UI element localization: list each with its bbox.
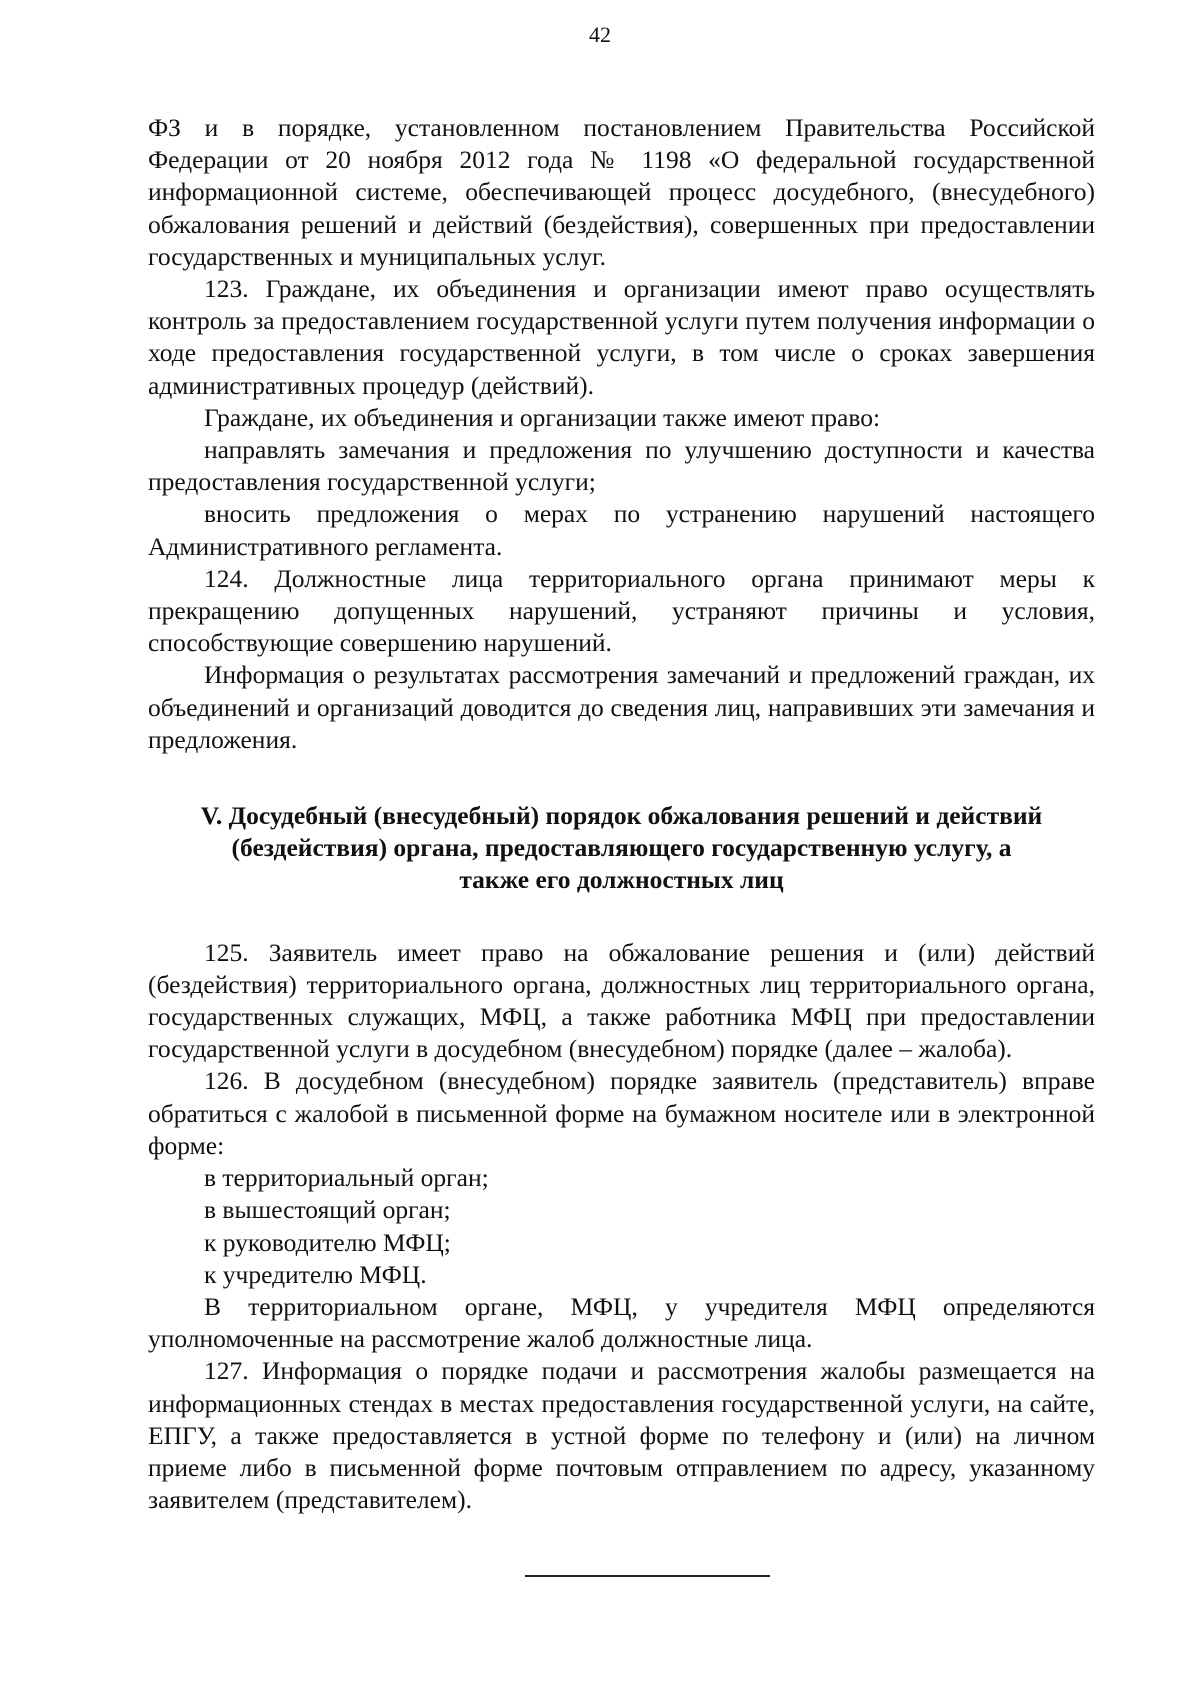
paragraph: Граждане, их объединения и организации также имеют право:	[204, 402, 881, 432]
section-heading-line: также его должностных лиц	[459, 865, 784, 895]
list-item: к учредителю МФЦ.	[204, 1259, 427, 1289]
list-item: в территориальный орган;	[204, 1163, 489, 1193]
document-body	[148, 112, 1095, 1516]
paragraph: Информация о результатах рассмотрения замечаний и предложений граждан, их объединений и организаций доводится до сведения лиц, направивших эти замечания и предложения.	[148, 660, 1095, 754]
paragraph: 127. Информация о порядке подачи и рассмотрения жалобы размещается на информационных стендах в местах предоставления государственной услуги, на сайте, ЕПГУ, а также предоставляется в устной форме по телефону и (или) на личном приеме либо в письменной форме почтовым отправлением по адресу, указанному заявителем (представителем).	[148, 1356, 1095, 1515]
list-item: в вышестоящий орган;	[204, 1195, 451, 1225]
paragraph: вносить предложения о мерах по устранению нарушений настоящего Административного регламента.	[148, 499, 1095, 561]
paragraphs-after-heading	[148, 937, 1095, 1517]
paragraph: 126. В досудебном (внесудебном) порядке заявитель (представитель) вправе обратиться с жалобой в письменной форме на бумажном носителе или в электронной форме:	[148, 1066, 1095, 1160]
paragraph: В территориальном органе, МФЦ, у учредителя МФЦ определяются уполномоченные на рассмотрение жалоб должностные лица.	[148, 1291, 1095, 1354]
paragraph: 124. Должностные лица территориального органа принимают меры к прекращению допущенных нарушений, устраняют причины и условия, способствующие совершению нарушений.	[148, 563, 1095, 658]
end-divider-line	[525, 1575, 770, 1577]
paragraphs-before-heading	[148, 112, 1095, 756]
section-heading-line: V. Досудебный (внесудебный) порядок обжалования решений и действий	[200, 801, 1043, 831]
paragraph: направлять замечания и предложения по улучшению доступности и качества предоставления государственной услуги;	[148, 435, 1095, 497]
section-heading-line: (бездействия) органа, предоставляющего государственную услугу, а	[231, 833, 1012, 863]
paragraph: ФЗ и в порядке, установленном постановлением Правительства Российской Федерации от 20 ноября 2012 года № 1198 «О федеральной государственной информационной системе, обеспечивающей процесс досудебного, (внесудебного) обжалования решений и действий (бездействия), совершенных при предоставлении государственных и муниципальных услуг.	[148, 113, 1095, 271]
paragraph: 123. Граждане, их объединения и организации имеют право осуществлять контроль за предоставлением государственной услуги путем получения информации о ходе предоставления государственной услуги, в том числе о сроках завершения административных процедур (действий).	[148, 274, 1095, 400]
paragraph: 125. Заявитель имеет право на обжалование решения и (или) действий (бездействия) территориального органа, должностных лиц территориального органа, государственных служащих, МФЦ, а также работника МФЦ при предоставлении государственной услуги в досудебном (внесудебном) порядке (далее – жалоба).	[148, 937, 1095, 1064]
list-item: к руководителю МФЦ;	[204, 1227, 451, 1257]
section-heading	[148, 800, 1095, 897]
page-number: 42	[589, 22, 611, 47]
